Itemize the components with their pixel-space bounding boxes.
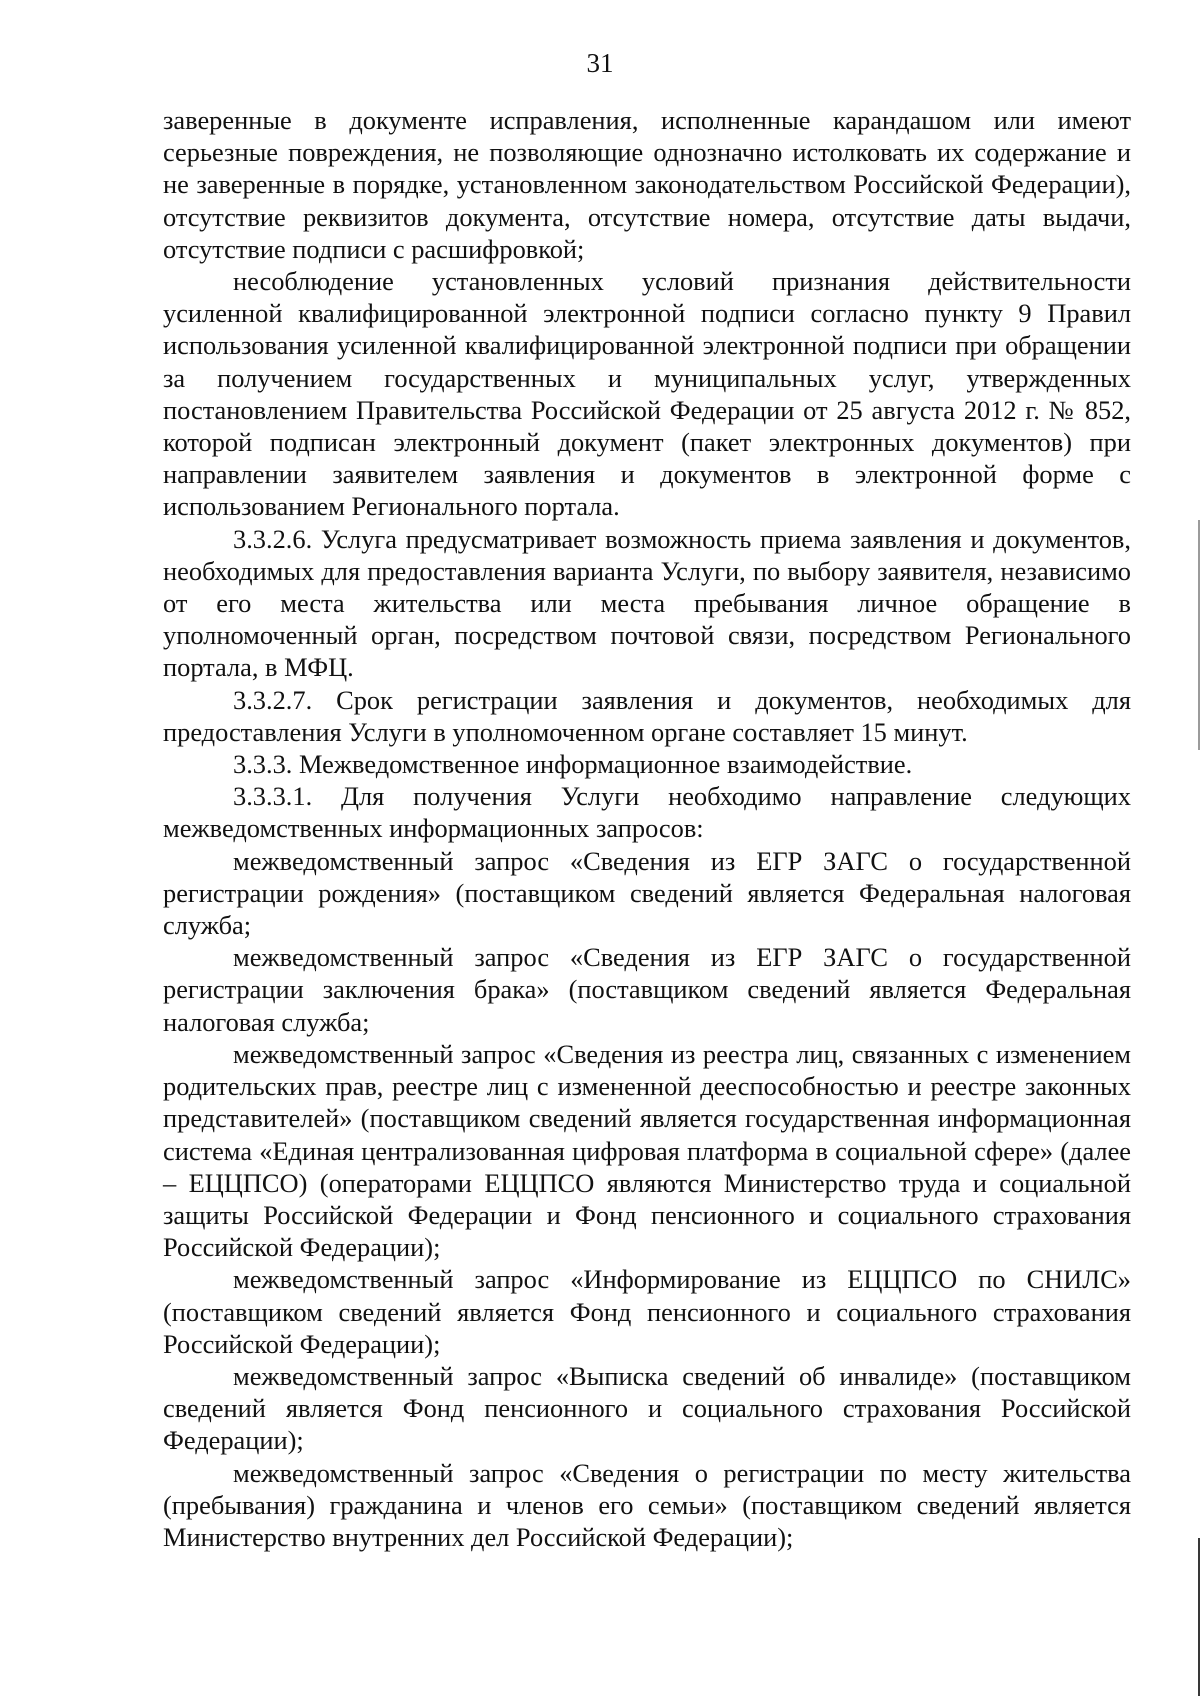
list-item-disability-request: межведомственный запрос «Выписка сведений об инвалиде» (поставщиком сведений является Фонд пенсионного и социального страхования Российской Федерации); [163, 1360, 1131, 1456]
list-item-parental-rights-registry-request: межведомственный запрос «Сведения из реестра лиц, связанных с изменением родительских прав, реестре лиц с измененной дееспособностью и реестре законных представителей» (поставщиком сведений является государственная информационная система «Единая централизованная цифровая платформа в социальной сфере» (далее – ЕЦЦПСО) (операторами ЕЦЦПСО являются Министерство труда и социальной защиты Российской Федерации и Фонд пенсионного и социального страхования Российской Федерации); [163, 1038, 1131, 1263]
paragraph-3-3-3: 3.3.3. Межведомственное информационное взаимодействие. [233, 749, 913, 780]
paragraph-3-3-3-1: 3.3.3.1. Для получения Услуги необходимо направление следующих межведомственных информационных запросов: [163, 781, 1131, 844]
list-item-snils-request: межведомственный запрос «Информирование из ЕЦЦПСО по СНИЛС» (поставщиком сведений является Фонд пенсионного и социального страхования Российской Федерации); [163, 1264, 1131, 1359]
list-item-marriage-registration-request: межведомственный запрос «Сведения из ЕГР ЗАГС о государственной регистрации заключения брака» (поставщиком сведений является Федеральная налоговая служба; [163, 942, 1131, 1037]
paragraph-3-3-2-7: 3.3.2.7. Срок регистрации заявления и документов, необходимых для предоставления Услуги в уполномоченном органе составляет 15 минут. [163, 684, 1131, 747]
document-body [163, 104, 1131, 1553]
page-number: 31 [586, 48, 614, 78]
paragraph-3-3-2-6: 3.3.2.6. Услуга предусматривает возможность приема заявления и документов, необходимых для предоставления варианта Услуги, по выбору заявителя, независимо от его места жительства или места пребывания личное обращение в уполномоченный орган, посредством почтовой связи, посредством Регионального портала, в МФЦ. [163, 523, 1131, 683]
paragraph-continuation: заверенные в документе исправления, исполненные карандашом или имеют серьезные повреждения, не позволяющие однозначно истолковать их содержание и не заверенные в порядке, установленном законодательством Российской Федерации), отсутствие реквизитов документа, отсутствие номера, отсутствие даты выдачи, отсутствие подписи с расшифровкой; [163, 105, 1131, 264]
list-item-birth-registration-request: межведомственный запрос «Сведения из ЕГР ЗАГС о государственной регистрации рождения» (поставщиком сведений является Федеральная налоговая служба; [163, 845, 1131, 941]
paragraph-signature-requirements: несоблюдение установленных условий признания действительности усиленной квалифицированной электронной подписи согласно пункту 9 Правил использования усиленной квалифицированной электронной подписи при обращении за получением государственных и муниципальных услуг, утвержденных постановлением Правительства Российской Федерации от 25 августа 2012 г. № 852, которой подписан электронный документ (пакет электронных документов) при направлении заявителем заявления и документов в электронной форме с использованием Регионального портала. [163, 266, 1131, 522]
list-item-residence-registration-request: межведомственный запрос «Сведения о регистрации по месту жительства (пребывания) гражданина и членов его семьи» (поставщиком сведений является Министерство внутренних дел Российской Федерации); [163, 1457, 1131, 1552]
